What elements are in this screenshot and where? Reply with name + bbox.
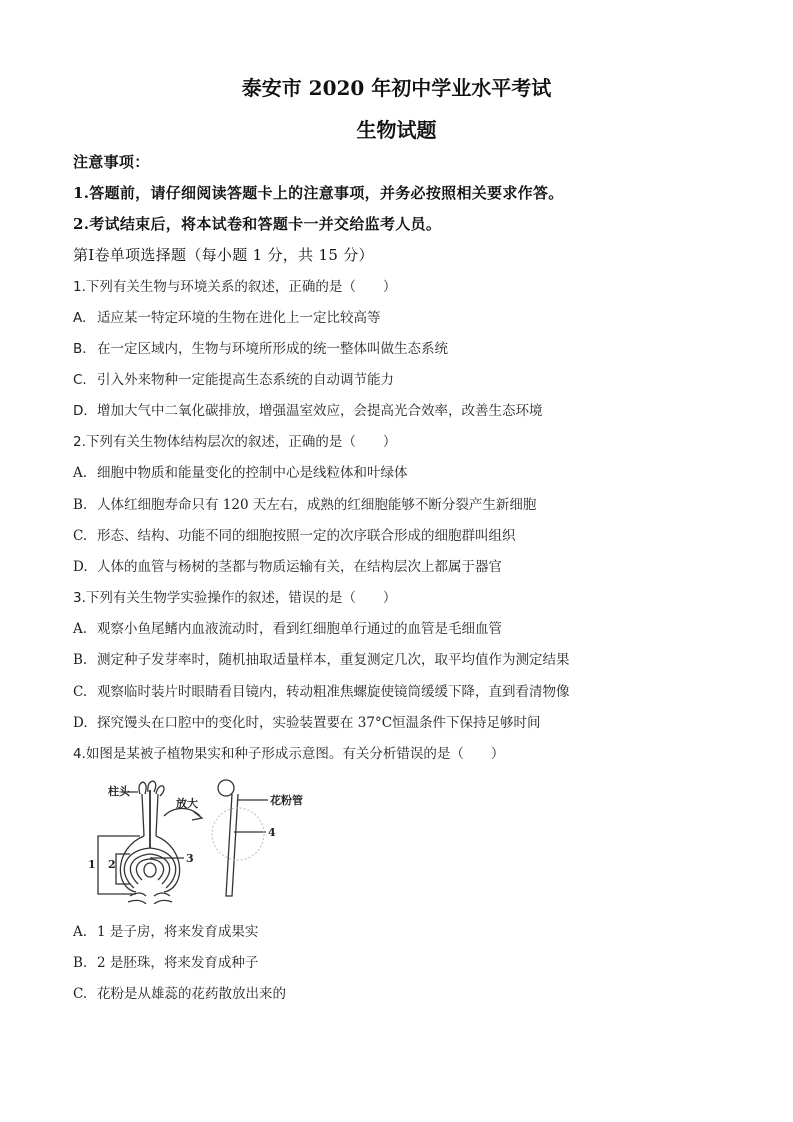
notice-item: 1.答题前，请仔细阅读答题卡上的注意事项，并务必按照相关要求作答。 [73,184,564,202]
label-stigma: 柱头 [108,785,130,798]
option-letter: D. [73,403,88,419]
label-pollen-tube: 花粉管 [270,794,303,807]
option-text: 增加大气中二氧化碳排放，增强温室效应，会提高光合效率，改善生态环境 [97,403,543,419]
notice-heading: 注意事项： [73,153,150,171]
option-letter: B. [73,497,88,513]
option-text: 人体的血管与杨树的茎都与物质运输有关，在结构层次上都属于器官 [97,559,502,575]
option [73,399,543,419]
option-text: 引入外来物种一定能提高生态系统的自动调节能力 [97,372,394,388]
option [73,617,502,637]
question-stem: 2.下列有关生物体结构层次的叙述，正确的是（ ） [73,434,397,450]
option-letter: B. [73,652,88,668]
option-text: 在一定区域内，生物与环境所形成的统一整体叫做生态系统 [97,341,448,357]
option [73,524,516,544]
option [73,368,394,388]
flower-fertilization-diagram [78,776,318,904]
option-letter: B. [73,341,87,357]
option [73,493,536,513]
option-text: 1 是子房，将来发育成果实 [97,924,259,940]
option-letter: B. [73,955,88,971]
question-stem: 4.如图是某被子植物果实和种子形成示意图。有关分析错误的是（ ） [73,746,505,762]
option-letter: A. [73,465,88,481]
option-text: 观察小鱼尾鳍内血液流动时，看到红细胞单行通过的血管是毛细血管 [97,621,502,637]
option [73,982,286,1002]
option-text: 探究馒头在口腔中的变化时，实验装置要在 37°C恒温条件下保持足够时间 [97,715,541,731]
option [73,711,541,731]
option [73,648,570,668]
exam-subtitle: 生物试题 [356,118,437,142]
option-letter: A. [73,310,87,326]
option-letter: D. [73,715,88,731]
label-2: 2 [108,858,116,871]
option-letter: A. [73,924,88,940]
option-text: 形态、结构、功能不同的细胞按照一定的次序联合形成的细胞群叫组织 [97,528,516,544]
option-text: 适应某一特定环境的生物在进化上一定比较高等 [97,310,381,326]
notice-item: 2.考试结束后，将本试卷和答题卡一并交给监考人员。 [73,215,442,233]
section-title: 第Ⅰ卷单项选择题（每小题 1 分，共 15 分） [73,246,374,264]
option-letter: A. [73,621,88,637]
option [73,920,258,940]
option-text: 测定种子发芽率时，随机抽取适量样本，重复测定几次，取平均值作为测定结果 [97,652,570,668]
option-text: 2 是胚珠，将来发育成种子 [97,955,259,971]
exam-title: 泰安市 2020 年初中学业水平考试 [241,76,552,100]
option [73,555,502,575]
option-letter: C. [73,986,88,1002]
option [73,461,408,481]
option [73,680,570,700]
option-text: 花粉是从雄蕊的花药散放出来的 [97,986,286,1002]
question-stem: 3.下列有关生物学实验操作的叙述，错误的是（ ） [73,590,397,606]
label-1: 1 [88,858,96,871]
label-4: 4 [268,826,276,839]
question-stem: 1.下列有关生物与环境关系的叙述，正确的是（ ） [73,279,397,295]
label-3: 3 [186,852,194,865]
option-text: 观察临时装片时眼睛看目镜内，转动粗准焦螺旋使镜筒缓缓下降，直到看清物像 [97,684,570,700]
option-letter: D. [73,559,88,575]
option-text: 细胞中物质和能量变化的控制中心是线粒体和叶绿体 [97,465,408,481]
label-magnify: 放大 [176,797,198,810]
option [73,337,448,357]
option-letter: C. [73,372,87,388]
option [73,951,258,971]
option-letter: C. [73,684,88,700]
option [73,306,381,326]
option-letter: C. [73,528,88,544]
option-text: 人体红细胞寿命只有 120 天左右，成熟的红细胞能够不断分裂产生新细胞 [97,497,537,513]
